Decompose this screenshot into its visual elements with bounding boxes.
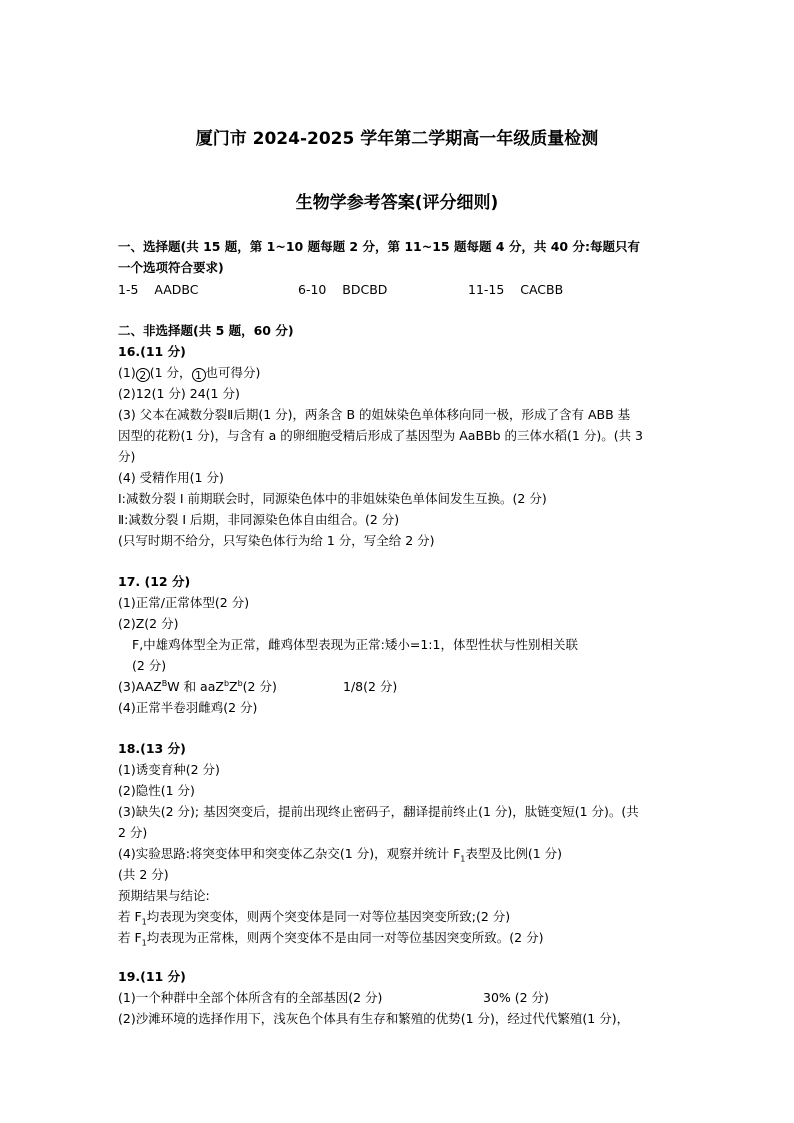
mc-range: 6-10 [298, 282, 327, 297]
q17-line: (1)正常/正常体型(2 分) [118, 595, 250, 610]
q18-heading: 18.(13 分) [118, 741, 186, 756]
page-title: 厦门市 2024-2025 学年第二学期高一年级质量检测 [195, 129, 599, 149]
q18-line: (1)诱变育种(2 分) [118, 762, 220, 777]
q18-line: 若 $F_1$均表现为正常株，则两个突变体不是由同一对等位基因突变所致。(2 分) [118, 930, 544, 948]
q18-line: 若 $F_1$均表现为突变体，则两个突变体是同一对等位基因突变所致;(2 分) [118, 909, 511, 927]
q17-line: (4)正常半卷羽雌鸡(2 分) [118, 700, 258, 715]
q19-line: (1)一个种群中全部个体所含有的全部基因(2 分) [118, 990, 383, 1005]
q19-line: (2)沙滩环境的选择作用下，浅灰色个体具有生存和繁殖的优势(1 分)，经过代代繁殖(1 分)， [118, 1011, 630, 1026]
q17-line: 1/8(2 分) [343, 679, 398, 694]
mc-range: 1-5 [118, 282, 139, 297]
mc-range: 11-15 [468, 282, 505, 297]
q17-line: (2)Z(2 分) [118, 616, 179, 631]
q16-line: (只写时期不给分，只写染色体行为给 1 分，写全给 2 分) [118, 533, 435, 548]
q17-heading: 17. (12 分) [118, 574, 191, 589]
q16-line: 分) [118, 449, 136, 464]
q16-line: (4) 受精作用(1 分) [118, 470, 224, 485]
q17-line: (2 分) [132, 658, 167, 673]
q18-line: (2)隐性(1 分) [118, 783, 195, 798]
q16-line: Ⅱ:减数分裂 I 后期，非同源染色体自由组合。(2 分) [118, 512, 400, 527]
section1-heading: 一、选择题(共 15 题，第 1~10 题每题 2 分，第 11~15 题每题 4 分，共 40 分:每题只有 [118, 239, 640, 254]
q16-line: (2)12(1 分) 24(1 分) [118, 386, 240, 401]
q18-line: 预期结果与结论: [118, 888, 210, 903]
mc-answers: BDCBD [342, 282, 388, 297]
section2-heading: 二、非选择题(共 5 题，60 分) [118, 323, 294, 338]
page-subtitle: 生物学参考答案(评分细则) [295, 193, 499, 213]
mc-group [298, 281, 387, 299]
mc-answers: CACBB [520, 282, 564, 297]
q18-line: (共 2 分) [118, 867, 169, 882]
q19-line: 30% (2 分) [483, 990, 549, 1005]
section1-heading-cont: 一个选项符合要求) [118, 260, 224, 275]
mc-answers: AADBC [154, 282, 199, 297]
circled-number: 1 [192, 368, 206, 382]
q16-line: 因型的花粉(1 分)，与含有 a 的卵细胞受精后形成了基因型为 AaBBb 的三体水稻(1 分)。(共 3 [118, 428, 644, 443]
q17-line: $(3)AAZ^BW$ 和 $aaZ^bZ^b(2$ 分) [118, 678, 277, 694]
mc-group [118, 281, 199, 299]
q16-line: Ⅰ:减数分裂 I 前期联会时，同源染色体中的非姐妹染色单体间发生互换。(2 分) [118, 491, 547, 506]
circled-number: 2 [136, 368, 150, 382]
q18-line: 2 分) [118, 825, 148, 840]
q18-line: (3)缺失(2 分); 基因突变后，提前出现终止密码子，翻译提前终止(1 分)，肽链变短(1 分)。(共 [118, 804, 639, 819]
q16-line: (3) 父本在减数分裂Ⅱ后期(1 分)，两条含 B 的姐妹染色单体移向同一极，形成了含有 ABB 基 [118, 407, 631, 422]
mc-group [468, 281, 563, 299]
q19-heading: 19.(11 分) [118, 969, 186, 984]
q17-line: F,中雄鸡体型全为正常，雌鸡体型表现为正常:矮小=1:1，体型性状与性别相关联 [132, 637, 578, 652]
q16-heading: 16.(11 分) [118, 344, 186, 359]
q16-line: (1) 2 (1 分， 1 也可得分) [118, 365, 261, 382]
q18-line: (4)实验思路:将突变体甲和突变体乙杂交(1 分)，观察并统计 $F_1$表型及比例(1 分) [118, 846, 563, 864]
